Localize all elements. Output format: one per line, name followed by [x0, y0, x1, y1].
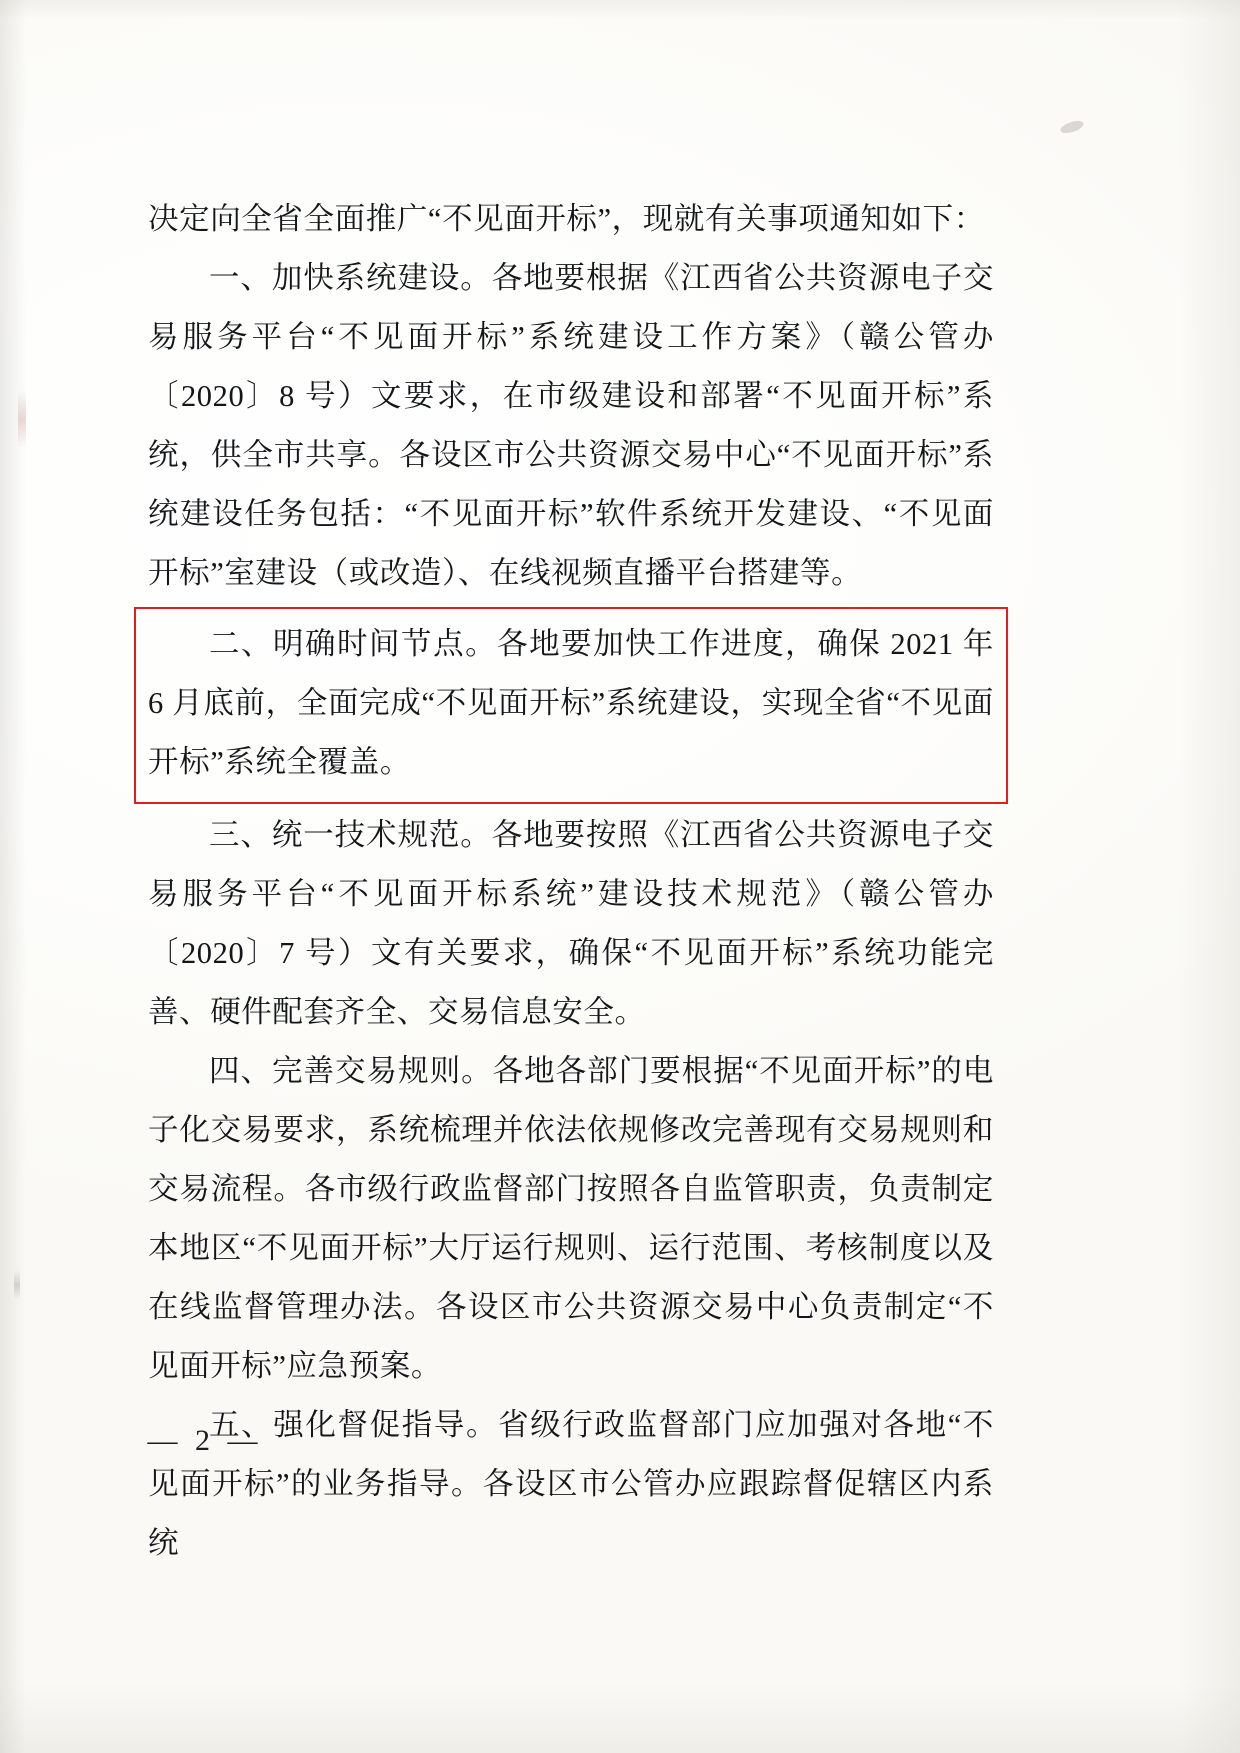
highlighted-paragraph-box — [134, 607, 1008, 804]
paragraph-item-5: 五、强化督促指导。省级行政监督部门应加强对各地“不见面开标”的业务指导。各设区市公管办应跟踪督促辖区内系统 — [148, 1408, 994, 1560]
scan-margin-mark-lower — [14, 1270, 20, 1300]
document-body — [148, 190, 994, 1573]
scan-margin-mark — [18, 390, 26, 448]
paragraph-item-2: 二、明确时间节点。各地要加快工作进度，确保 2021 年 6 月底前，全面完成“不见面开标”系统建设，实现全省“不见面开标”系统全覆盖。 — [148, 627, 994, 779]
scan-edge-bottom-shadow — [0, 1683, 1240, 1753]
paragraph-item-4: 四、完善交易规则。各地各部门要根据“不见面开标”的电子化交易要求，系统梳理并依法依规修改完善现有交易规则和交易流程。各市级行政监督部门按照各自监管职责，负责制定本地区“不见面开标”大厅运行规则、运行范围、考核制度以及在线监督管理办法。各设区市公共资源交易中心负责制定“不见面开标”应急预案。 — [148, 1054, 994, 1383]
scan-smudge-mark — [1059, 119, 1085, 136]
paragraph-item-3: 三、统一技术规范。各地要按照《江西省公共资源电子交易服务平台“不见面开标系统”建设技术规范》（赣公管办〔2020〕7 号）文有关要求，确保“不见面开标”系统功能完善、硬件配套齐全、交易信息安全。 — [148, 818, 994, 1029]
scan-edge-top-shadow — [0, 0, 1240, 20]
scan-edge-left-shadow — [0, 0, 26, 1753]
paragraph-item-1: 一、加快系统建设。各地要根据《江西省公共资源电子交易服务平台“不见面开标”系统建设工作方案》（赣公管办〔2020〕8 号）文要求，在市级建设和部署“不见面开标”系统，供全市共享。各设区市公共资源交易中心“不见面开标”系统建设任务包括：“不见面开标”软件系统开发建设、“不见面开标”室建设（或改造）、在线视频直播平台搭建等。 — [148, 261, 994, 590]
page-number: — 2 — — [147, 1424, 263, 1457]
paragraph-intro: 决定向全省全面推广“不见面开标”，现就有关事项通知如下： — [148, 202, 985, 236]
scan-edge-right-shadow — [1180, 0, 1240, 1753]
